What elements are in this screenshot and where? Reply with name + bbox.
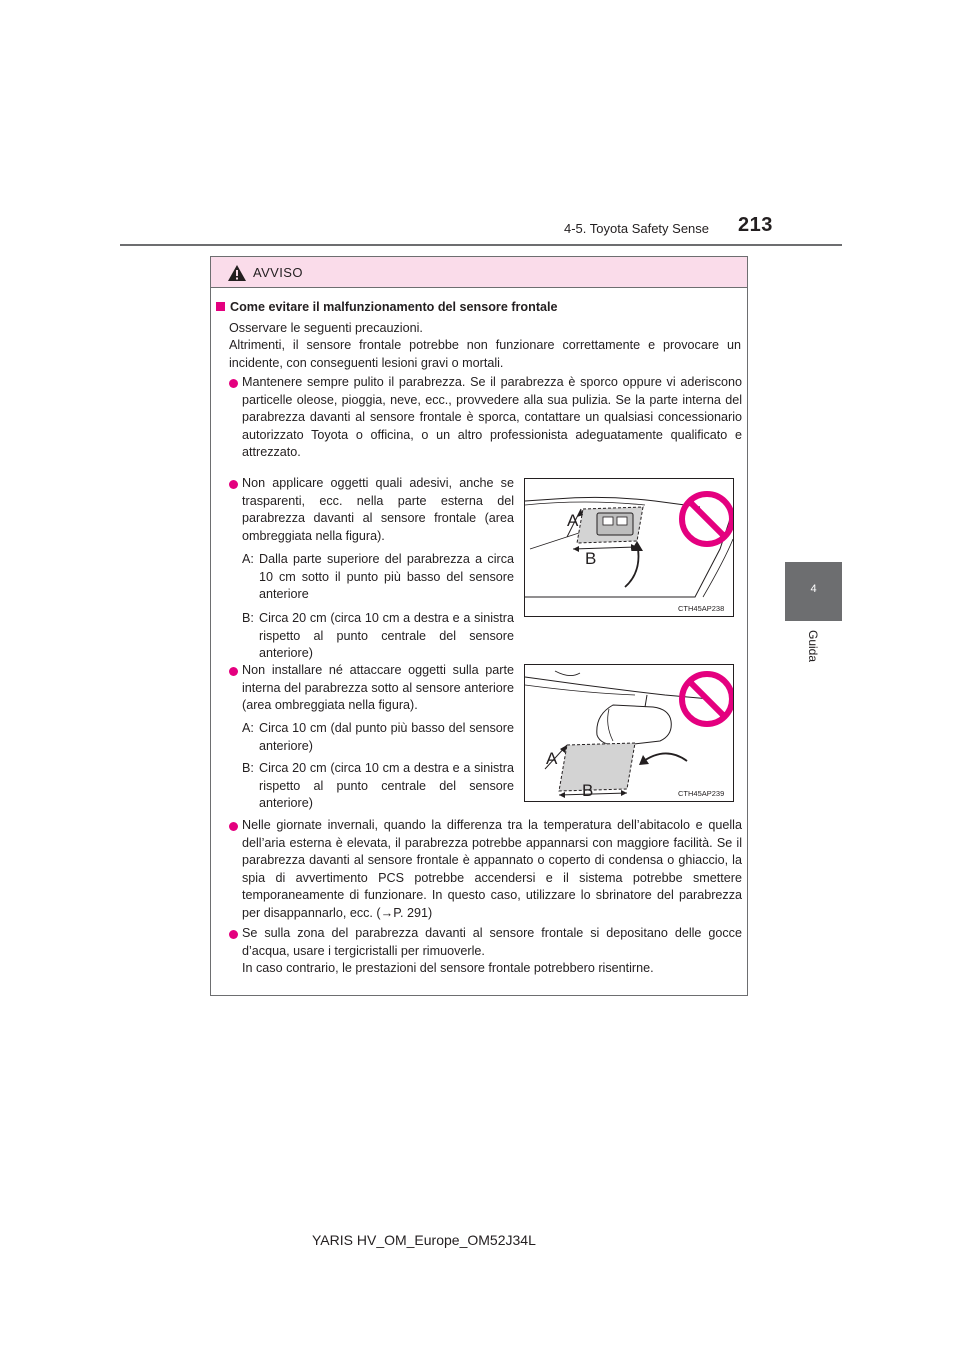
bullet-5-line-1: Se sulla zona del parabrezza davanti al sensore frontale si depositano delle gocce d’acqua, usare i tergicristalli per rimuoverle. (242, 926, 742, 958)
figure-2-label-b: B (582, 781, 594, 800)
figure-1-label-b: B (585, 549, 597, 568)
intro-line-2: Altrimenti, il sensore frontale potrebbe non funzionare correttamente e provocare un incidente, con conseguenti lesioni gravi o mortali. (229, 338, 741, 370)
figure-1-code: CTH45AP238 (678, 604, 725, 613)
figure-2-code: CTH45AP239 (678, 789, 725, 798)
chapter-label: Guida (806, 630, 820, 663)
bullet-dot-icon (229, 667, 238, 676)
bullet-dot-icon (229, 480, 238, 489)
bullet-2-item-b: B: Circa 20 cm (circa 10 cm a destra e a sinistra rispetto al punto centrale del sensore anteriore) (242, 611, 514, 660)
bullet-1-text: Mantenere sempre pulito il parabrezza. Se il parabrezza è sporco oppure vi aderiscono particelle oleose, pioggia, neve, ecc., provvedere alla sua pulizia. Se la parte interna del parabrezza davanti al sensore frontale è sporca, contattare un qualsiasi concessionario autorizzato Toyota o officina, o un altro professionista adeguatamente qualificato e attrezzato. (242, 375, 742, 459)
bullet-3-item-b: B: Circa 20 cm (circa 10 cm a destra e a sinistra rispetto al punto centrale del sensore anteriore) (242, 761, 514, 810)
bullet-2-item-a: A: Dalla parte superiore del parabrezza a circa 10 cm sotto il punto più basso del sensore anteriore (242, 552, 514, 601)
bullet-dot-icon (229, 930, 238, 939)
warning-triangle-icon (227, 264, 247, 282)
page-number: 213 (738, 214, 773, 236)
bullet-3-text: Non installare né attaccare oggetti sulla parte interna del parabrezza sotto al sensore anteriore (area ombreggiata nella figura). (242, 663, 514, 712)
bullet-2-text: Non applicare oggetti quali adesivi, anche se trasparenti, ecc. nella parte esterna del parabrezza davanti al sensore frontale (area ombreggiata nella figura). (242, 476, 514, 543)
windshield-exterior-illustration (525, 479, 733, 616)
windshield-interior-figure (524, 664, 734, 802)
warning-heading: Come evitare il malfunzionamento del sensore frontale (216, 300, 558, 314)
square-bullet-icon (216, 302, 225, 311)
bullet-dot-icon (229, 822, 238, 831)
chapter-tab (785, 562, 842, 621)
figure-2-label-a: A (546, 749, 558, 768)
warning-label: AVVISO (253, 265, 303, 280)
intro-line-1: Osservare le seguenti precauzioni. (229, 321, 423, 335)
bullet-4-text: Nelle giornate invernali, quando la differenza tra la temperatura dell’abitacolo e quella dell’aria esterna è elevata, il parabrezza potrebbe appannarsi con maggiore facilità. Se il parabrezza davanti al sensore frontale è appannato o coperto di condensa o ghiaccio, la spia di avvertimento PCS potrebbe accendersi e il sistema potrebbe smettere temporaneamente di funzionare. In questo caso, utilizzare lo sbrinatore del parabrezza per disappannarlo, ecc. (→P. 291) (242, 818, 742, 920)
header-rule (120, 244, 842, 246)
figure-1-label-a: A (567, 511, 579, 530)
bullet-3-item-a: A: Circa 10 cm (dal punto più basso del sensore anteriore) (242, 721, 514, 753)
bullet-5-line-2: In caso contrario, le prestazioni del sensore frontale potrebbero risentirne. (242, 961, 654, 975)
bullet-dot-icon (229, 379, 238, 388)
chapter-number: 4 (810, 583, 817, 595)
footer-code: YARIS HV_OM_Europe_OM52J34L (312, 1232, 536, 1248)
section-title: 4-5. Toyota Safety Sense (564, 221, 710, 236)
windshield-interior-illustration (525, 665, 733, 801)
warning-header (211, 257, 747, 288)
windshield-exterior-figure (524, 478, 734, 617)
